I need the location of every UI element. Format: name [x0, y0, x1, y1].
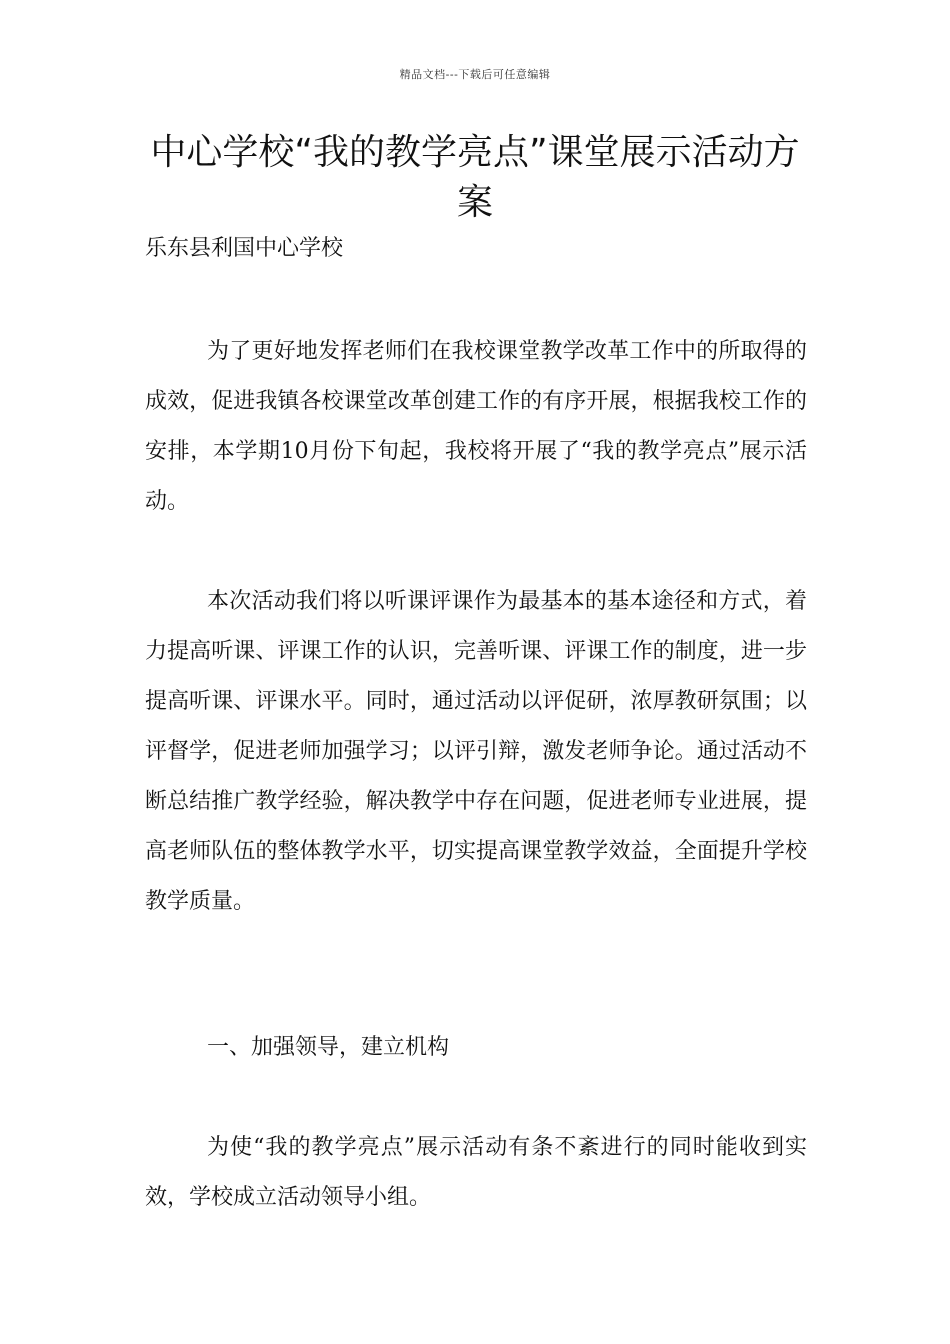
- document-title: 中心学校“我的教学亮点”课堂展示活动方案: [150, 132, 800, 223]
- paragraph-objectives: 本次活动我们将以听课评课作为最基本的基本途径和方式，着力提高听课、评课工作的认识，完善听课、评课工作的制度，进一步提高听课、评课水平。同时，通过活动以评促研，浓厚教研氛围；以评督学，促进老师加强学习；以评引辩，激发老师争论。通过活动不断总结推广教学经验，解决教学中存在问题，促进老师专业进展，提高老师队伍的整体教学水平，切实提高课堂教学效益，全面提升学校教学质量。: [145, 589, 807, 914]
- section-heading: 一、加强领导，建立机构: [207, 1035, 450, 1060]
- organization-name: 乐东县利国中心学校: [145, 236, 344, 261]
- page-header: 精品文档---下载后可任意编辑: [399, 68, 551, 81]
- paragraph-section: 为使“我的教学亮点”展示活动有条不紊进行的同时能收到实效，学校成立活动领导小组。: [145, 1135, 807, 1210]
- paragraph-intro: 为了更好地发挥老师们在我校课堂教学改革工作中的所取得的成效，促进我镇各校课堂改革创建工作的有序开展，根据我校工作的安排，本学期10月份下旬起，我校将开展了“我的教学亮点”展示活动。: [145, 339, 807, 514]
